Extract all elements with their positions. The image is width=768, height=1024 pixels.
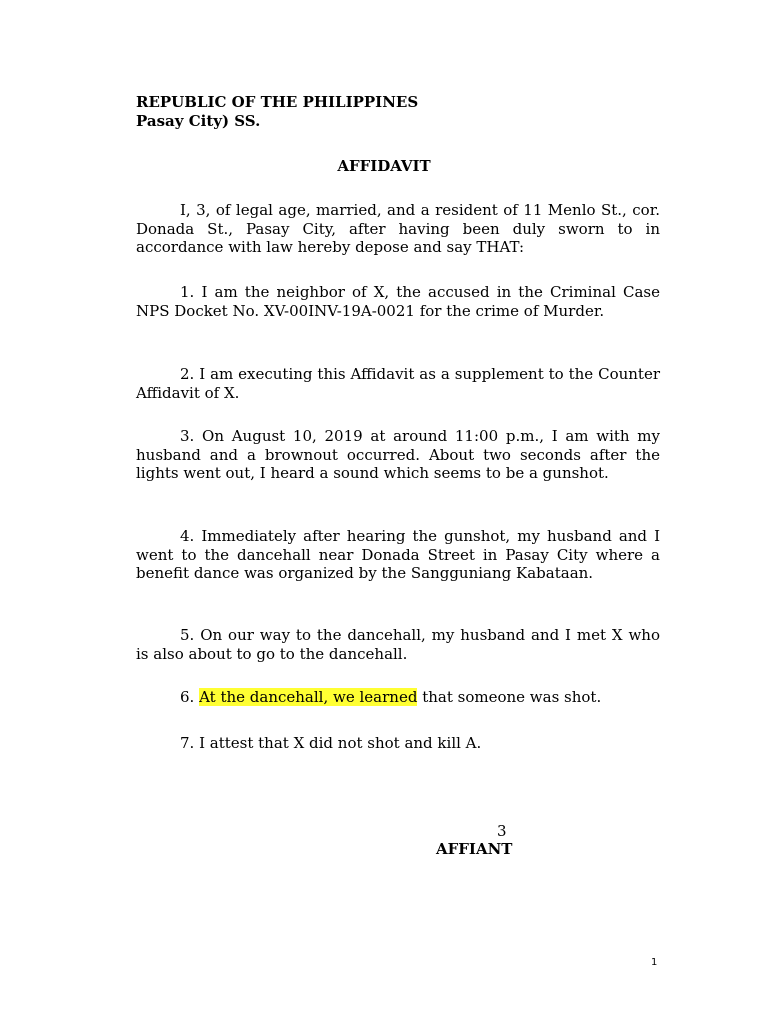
intro-paragraph: I, 3, of legal age, married, and a resident of 11 Menlo St., cor. Donada St., Pasay City, after having been duly sworn to in accordance with law hereby depose and say THAT: xyxy=(136,201,660,256)
paragraph-2: 2. I am executing this Affidavit as a supplement to the Counter Affidavit of X. xyxy=(136,365,660,402)
paragraph-4: 4. Immediately after hearing the gunshot, my husband and I went to the dancehall near Donada Street in Pasay City where a benefit dance was organized by the Sangguniang Kabataan. xyxy=(136,527,660,582)
highlighted-text: At the dancehall, we learned xyxy=(199,688,418,706)
document-header xyxy=(136,93,418,131)
affiant-name: 3 xyxy=(497,822,507,840)
paragraph-3: 3. On August 10, 2019 at around 11:00 p.m., I am with my husband and a brownout occurred. About two seconds after the lights went out, I heard a sound which seems to be a gunshot. xyxy=(136,427,660,482)
header-venue: Pasay City) SS. xyxy=(136,112,261,130)
document-title: AFFIDAVIT xyxy=(337,157,431,175)
paragraph-7: 7. I attest that X did not shot and kill A. xyxy=(180,734,482,752)
paragraph-5: 5. On our way to the dancehall, my husband and I met X who is also about to go to the dancehall. xyxy=(136,626,660,663)
paragraph-6-rest: that someone was shot. xyxy=(417,688,602,706)
header-republic: REPUBLIC OF THE PHILIPPINES xyxy=(136,93,419,111)
affiant-label: AFFIANT xyxy=(436,840,513,858)
paragraph-1: 1. I am the neighbor of X, the accused in the Criminal Case NPS Docket No. XV-00INV-19A-0021 for the crime of Murder. xyxy=(136,283,660,320)
paragraph-6 xyxy=(136,688,660,707)
paragraph-6-number: 6. xyxy=(180,688,200,706)
page-number: 1 xyxy=(651,957,658,968)
